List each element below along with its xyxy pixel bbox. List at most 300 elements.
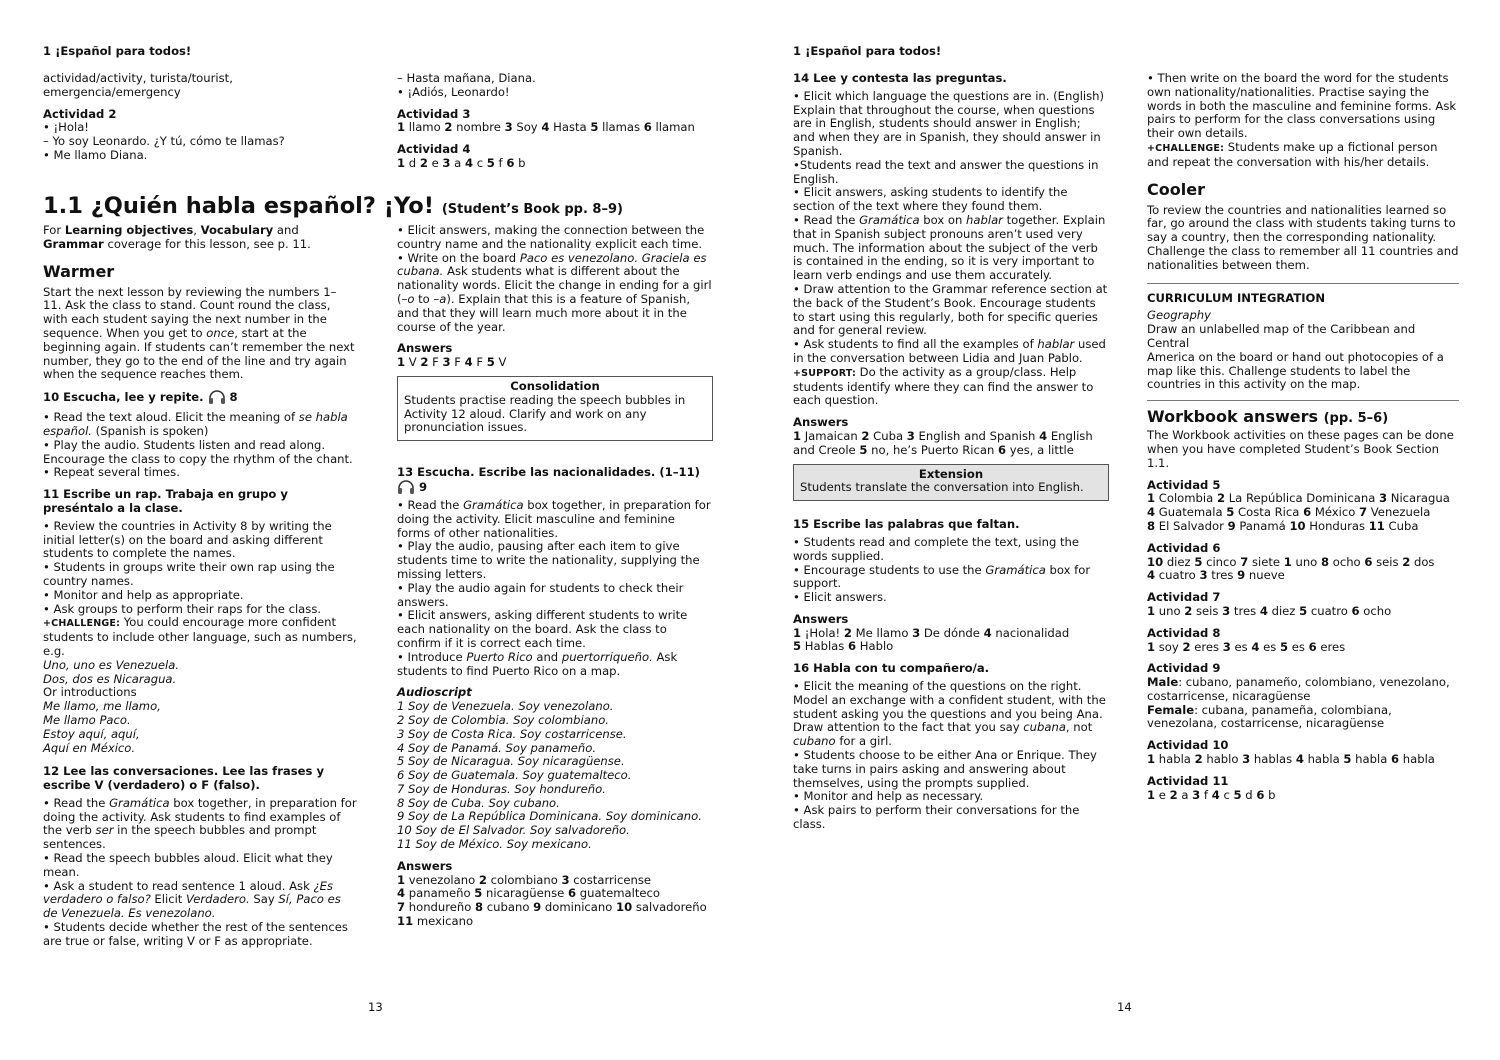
answers-line: [793, 430, 1113, 444]
answer-number: 4: [464, 155, 474, 170]
text-line: 6 Soy de Guatemala. Soy guatemalteco.: [397, 768, 632, 783]
block: [397, 441, 715, 466]
text: box on: [919, 212, 967, 227]
text: [397, 252, 715, 266]
rap-line: Me llamo, me llamo,: [43, 699, 161, 714]
answer-number: 7: [397, 900, 406, 915]
text: in the speech bubbles and prompt: [113, 823, 317, 838]
answer-text: Panamá: [1235, 518, 1290, 533]
text: se habla: [298, 410, 348, 425]
text-line: • Ask pairs to perform their conversations for the: [793, 803, 1080, 818]
text: español.: [43, 423, 92, 438]
text: : cubano, panameño, colombiano, venezolano,: [1178, 675, 1450, 690]
answer-text: no, he’s Puerto Rican: [867, 442, 998, 457]
answer-text: eres: [1316, 639, 1346, 654]
text: and repeat the conversation with his/her details.: [1147, 154, 1430, 169]
text: [793, 721, 1113, 735]
headphones-icon[interactable]: [397, 480, 415, 495]
answer-number: 4: [1259, 603, 1268, 618]
answer-text: F: [450, 355, 465, 370]
answer-number: 4: [397, 886, 406, 901]
dialogue-line: • ¡Adiós, Leonardo!: [397, 84, 510, 99]
ex11-line: country names.: [43, 573, 134, 588]
actividad-4-answers: [397, 157, 717, 171]
lesson-title-ref: (Student’s Book pp. 8–9): [441, 202, 623, 217]
text-line: the back of the Student’s Book. Encourage students: [793, 295, 1096, 310]
answer-number: 3: [442, 355, 451, 370]
text: +SUPPORT:: [793, 367, 856, 379]
answer-number: 1: [397, 155, 406, 170]
text-line: much. The information about the subject of the verb: [793, 240, 1098, 255]
block: [793, 90, 1113, 214]
text-line: nationalities between them.: [1147, 257, 1310, 272]
text-line: •Students read the text and answer the questions in: [793, 157, 1099, 172]
answer-text: llamo: [405, 120, 445, 135]
lesson-title-text: 1.1 ¿Quién habla español? ¡Yo!: [43, 193, 434, 219]
warmer-heading: Warmer: [43, 261, 115, 281]
block: [1147, 273, 1459, 283]
answer-text: es: [1259, 639, 1280, 654]
text: , start at the: [234, 325, 307, 340]
text-line: far, go around the class with students taking turns to: [1147, 216, 1456, 231]
answers-line: [1147, 753, 1459, 767]
answer-number: 7: [1359, 505, 1368, 520]
text: • Introduce: [397, 649, 467, 664]
text: Say: [249, 892, 279, 907]
text: Do the activity as a group/class. Help: [855, 364, 1077, 379]
page-number-left: 13: [368, 1000, 383, 1014]
text-line: To review the countries and nationalities learned so: [1147, 202, 1447, 217]
warmer-line: with each student saying the next number in the: [43, 312, 327, 327]
answer-text: F: [428, 355, 443, 370]
ex15-heading: 15 Escribe las palabras que faltan.: [793, 517, 1020, 532]
text-line: take turns in pairs asking and answering about: [793, 761, 1066, 776]
answer-number: 4: [1211, 787, 1220, 802]
answer-number: 3: [1192, 787, 1201, 802]
text: Sí, Paco es: [278, 892, 341, 907]
answer-text: b: [514, 155, 526, 170]
answer-text: c: [1219, 787, 1234, 802]
ex12-line: [43, 893, 363, 907]
answer-text: Venezuela: [1367, 505, 1431, 520]
answer-text: e: [1155, 787, 1170, 802]
cooler-heading: Cooler: [1147, 179, 1205, 199]
text: words supplied.: [793, 548, 884, 563]
right-page-column-2: [1147, 72, 1459, 802]
answer-number: 9: [1227, 518, 1236, 533]
ex11-line: • Review the countries in Activity 8 by writing the: [43, 518, 332, 533]
block: [1147, 170, 1459, 180]
text-line: and when they are in Spanish, they should answer in: [793, 130, 1101, 145]
answer-number: 11: [1368, 518, 1385, 533]
answer-number: 1: [397, 872, 406, 887]
answer-text: La República Dominicana: [1225, 491, 1380, 506]
ex12-heading: 12 Lee las conversaciones. Lee las frases y: [43, 764, 325, 779]
text-line: 7 Soy de Honduras. Soy hondureño.: [397, 781, 606, 796]
answers-line: [397, 887, 715, 901]
text: (–: [397, 291, 408, 306]
text-line: • Then write on the board the word for the students: [1147, 71, 1449, 85]
text: [397, 651, 715, 665]
text-line: 5 Soy de Nicaragua. Soy nicaragüense.: [397, 754, 625, 769]
answer-text: f: [494, 155, 507, 170]
answer-number: 8: [1147, 518, 1156, 533]
text-line: Explain that throughout the course, when questions: [793, 102, 1095, 117]
text-line: map like this. Challenge students to label the: [1147, 363, 1411, 378]
answer-number: 2: [1216, 491, 1226, 506]
answer-text: hablas: [1250, 752, 1296, 767]
rap-line: Dos, dos es Nicaragua.: [43, 671, 177, 686]
answer-number: 6: [1364, 554, 1373, 569]
intro-line-2: [43, 238, 363, 252]
ex12-line: • Students decide whether the rest of the sentences: [43, 920, 348, 935]
vocab-line: emergencia/emergency: [43, 84, 181, 99]
text: ,: [193, 223, 201, 237]
text: • Read the: [397, 497, 464, 512]
answer-text: Hablas: [801, 639, 848, 654]
answer-number: 2: [478, 872, 487, 887]
actividad-7-heading: Actividad 7: [1147, 590, 1221, 605]
text: [793, 366, 1113, 381]
answer-number: 6: [1303, 505, 1312, 520]
answer-number: 2: [444, 120, 453, 135]
answer-text: dos: [1410, 554, 1435, 569]
running-head-left: 1 ¡Español para todos!: [43, 44, 192, 58]
text-line: 1 Soy de Venezuela. Soy venezolano.: [397, 699, 614, 714]
actividad-10-heading: Actividad 10: [1147, 738, 1229, 753]
answers-line: [793, 640, 1113, 654]
text: Ask: [652, 649, 678, 664]
text: used: [1074, 337, 1106, 352]
ex10-heading: [43, 390, 363, 405]
answer-text: b: [1264, 787, 1276, 802]
ex12-line: sentences.: [43, 837, 106, 852]
answer-number: 1: [397, 120, 406, 135]
answers-line: [1147, 641, 1459, 655]
text: [1147, 704, 1459, 718]
text: a: [439, 291, 447, 306]
answer-number: 3: [442, 155, 451, 170]
text: • Elicit answers.: [793, 590, 887, 605]
block: [1147, 204, 1459, 273]
text: country name and the nationality explicit each time.: [397, 236, 703, 251]
answer-text: nacionalidad: [991, 625, 1070, 640]
ex12-line: [43, 907, 363, 921]
answers-line: [1147, 605, 1459, 619]
answer-number: 1: [1147, 603, 1156, 618]
answer-number: 5: [1299, 603, 1308, 618]
text: • Encourage students to use the: [793, 562, 986, 577]
text-line: words in both the masculine and feminine forms. Ask: [1147, 98, 1457, 113]
ex10-line: • Play the audio. Students listen and read along.: [43, 437, 326, 452]
ex12-heading: escribe V (verdadero) o F (falso).: [43, 778, 260, 793]
text: You could encourage more confident: [120, 615, 337, 630]
ex11-line: • Students in groups write their own rap using the: [43, 560, 335, 575]
challenge-line: students to include other language, such as numbers,: [43, 630, 357, 645]
answer-text: venezolano: [405, 872, 479, 887]
text: Learning objectives: [64, 223, 194, 237]
answers-heading: Answers: [793, 415, 849, 430]
ex12-line: [43, 797, 363, 811]
text-line: • Elicit which language the questions are in. (English): [793, 88, 1105, 103]
text-line: 4 Soy de Panamá. Soy panameño.: [397, 740, 597, 755]
answer-number: 6: [848, 639, 857, 654]
text: missing letters.: [397, 566, 487, 581]
ex11-heading: 11 Escribe un rap. Trabaja en grupo y: [43, 487, 288, 502]
top-column-left: [43, 72, 373, 163]
text: • Play the audio again for students to check their: [397, 580, 684, 595]
headphones-icon[interactable]: [208, 390, 226, 405]
text-line: • Elicit answers, asking students to identify the: [793, 185, 1068, 200]
answer-text: ocho: [1329, 554, 1365, 569]
answer-text: panameño: [405, 886, 475, 901]
answer-text: e: [427, 155, 443, 170]
answer-text: f: [1200, 787, 1212, 802]
answer-text: seis: [1192, 603, 1223, 618]
answer-number: 3: [1379, 491, 1388, 506]
answer-number: 3: [561, 872, 570, 887]
actividad-8-heading: Actividad 8: [1147, 625, 1221, 640]
answers-line: [397, 874, 715, 888]
text: • Elicit answers, asking different students to write: [397, 608, 688, 623]
answer-number: 1: [1283, 554, 1292, 569]
challenge-line: e.g.: [43, 643, 65, 658]
text: verdadero o falso?: [43, 892, 151, 907]
answer-text: nicaragüense: [482, 886, 568, 901]
ex11-line: • Monitor and help as appropriate.: [43, 587, 244, 602]
actividad-9-heading: Actividad 9: [1147, 661, 1221, 676]
text-line: to start using this regularly, both for specific queries: [793, 309, 1098, 324]
actividad-6-heading: Actividad 6: [1147, 540, 1221, 555]
text: cubana.: [397, 264, 444, 279]
answer-text: tres: [1207, 568, 1238, 583]
challenge-line: [43, 616, 363, 631]
answer-text: habla: [1351, 752, 1391, 767]
answers-heading: Answers: [397, 341, 453, 356]
answer-text: Hasta: [549, 120, 591, 135]
text: +CHALLENGE:: [43, 618, 121, 630]
answer-number: 4: [1251, 639, 1260, 654]
answer-text: cubano: [483, 900, 534, 915]
answers-line: [1147, 789, 1459, 803]
text: ). Explain that this is a feature of Spanish,: [446, 291, 691, 306]
answers-line: [859, 443, 1073, 457]
answer-text: nombre: [452, 120, 505, 135]
answer-number: 8: [1320, 554, 1330, 569]
answer-number: 3: [1242, 752, 1251, 767]
top-column-right: [397, 72, 717, 171]
text: box for: [1045, 562, 1091, 577]
curriculum-heading: CURRICULUM INTEGRATION: [1147, 290, 1326, 305]
text: • Students read and complete the text, using the: [793, 534, 1080, 549]
text-line: Challenge the class to remember all 11 countries and: [1147, 243, 1459, 258]
ex12-line: mean.: [43, 864, 80, 879]
ex10-line: [43, 425, 363, 439]
answer-number: 5: [1279, 639, 1289, 654]
answer-number: 5: [486, 155, 495, 170]
answer-text: Cuba: [1384, 518, 1419, 533]
block: [793, 228, 1113, 338]
answer-number: 2: [1402, 554, 1411, 569]
text: [1147, 676, 1459, 690]
text-line: 10 Soy de El Salvador. Soy salvadoreño.: [397, 823, 630, 838]
rap-line: Uno, uno es Venezuela.: [43, 657, 180, 672]
text: students time to write the nationality, supplying the: [397, 553, 700, 568]
text: answers.: [397, 594, 449, 609]
ex13-track: [397, 480, 715, 495]
ex12-line: • Read the speech bubbles aloud. Elicit what they: [43, 851, 333, 866]
answer-text: cuatro: [1307, 603, 1352, 618]
text: Vocabulary: [200, 223, 274, 237]
text-line: 9 Soy de La República Dominicana. Soy dominicano.: [397, 809, 702, 824]
answer-text: De dónde: [920, 625, 984, 640]
dialogue-line: – Hasta mañana, Diana.: [397, 71, 536, 85]
text: Verdadero.: [186, 892, 250, 907]
text: each question.: [793, 393, 879, 408]
answer-number: 5: [474, 886, 483, 901]
text-line: • Monitor and help as necessary.: [793, 789, 984, 804]
actividad-3-heading: Actividad 3: [397, 106, 471, 121]
actividad-3-answers: [397, 121, 717, 135]
text-line: America on the board or hand out photocopies of a: [1147, 349, 1444, 364]
answer-text: hablo: [1202, 752, 1243, 767]
answer-text: nueve: [1245, 568, 1285, 583]
answer-number: 1: [1147, 639, 1156, 654]
dialogue-line: – Yo soy Leonardo. ¿Y tú, cómo te llamas?: [43, 134, 285, 149]
block: [793, 749, 1113, 832]
text: Draw attention to the fact that you say: [793, 720, 1024, 735]
consolidation-title: Consolidation: [510, 378, 600, 393]
answer-text: salvadoreño: [632, 900, 707, 915]
text-line: that in Spanish subject pronouns aren’t used very: [793, 226, 1083, 241]
text-line: class.: [793, 817, 826, 832]
text: Workbook answers: [1147, 407, 1319, 427]
text-line: student asking you the questions and you being Ana.: [793, 706, 1103, 721]
rap-line: Me llamo Paco.: [43, 712, 131, 727]
text: • Play the audio, pausing after each item to give: [397, 539, 680, 554]
text: students identify where they can find the answer to: [793, 379, 1094, 394]
answer-text: Colombia: [1155, 491, 1217, 506]
answer-number: 5: [1233, 787, 1242, 802]
text: Gramática: [109, 795, 170, 810]
ex10-line: [43, 411, 363, 425]
answer-text: dominicano: [541, 900, 617, 915]
text: coverage for this lesson, see p. 11.: [103, 236, 311, 251]
answer-text: V: [494, 355, 507, 370]
ex10-line: • Repeat several times.: [43, 465, 180, 480]
answer-text: tres: [1230, 603, 1260, 618]
ex11-line: • Ask groups to perform their raps for the class.: [43, 601, 322, 616]
text-line: • Students choose to be either Ana or Enrique. They: [793, 748, 1097, 763]
dialogue-line: • Me llamo Diana.: [43, 147, 148, 162]
text: Grammar: [43, 236, 104, 251]
text: • Read the: [793, 212, 860, 227]
answer-number: 5: [1226, 505, 1235, 520]
answer-number: 4: [541, 120, 550, 135]
answer-number: 3: [912, 625, 921, 640]
text-line: Draw an unlabelled map of the Caribbean and Central: [1147, 322, 1416, 350]
block: [793, 501, 1113, 518]
answer-number: 3: [1222, 639, 1231, 654]
answer-number: 3: [1222, 603, 1231, 618]
answer-number: 6: [1308, 639, 1317, 654]
text: Students practise reading the speech bubbles in: [404, 392, 686, 407]
text: [397, 293, 715, 307]
text: [793, 564, 1113, 578]
text: hablar: [966, 212, 1003, 227]
answer-number: 2: [1169, 787, 1178, 802]
text-line: when you have completed Student’s Book Section: [1147, 441, 1439, 456]
answers-line: [397, 915, 715, 929]
text: the verb: [43, 823, 96, 838]
answer-text: El Salvador: [1155, 518, 1228, 533]
answer-text: Honduras: [1305, 518, 1369, 533]
text: , not: [1065, 720, 1093, 735]
answer-number: 1: [793, 428, 802, 443]
audioscript-heading: Audioscript: [397, 685, 472, 700]
answer-text: Costa Rica: [1234, 505, 1304, 520]
answer-text: English and Spanish: [914, 428, 1040, 443]
answer-text: Cuba: [869, 428, 907, 443]
curriculum-subject: Geography: [1147, 308, 1212, 323]
answer-number: 6: [567, 886, 577, 901]
answer-number: 4: [1039, 428, 1048, 443]
ex10-line: Encourage the class to copy the rhythm of the chant.: [43, 451, 353, 466]
text: [793, 338, 1113, 352]
text: : cubana, panameña, colombiana,: [1194, 702, 1392, 717]
block: [1147, 323, 1459, 392]
intro-line-1: [43, 224, 363, 238]
answer-text: seis: [1372, 554, 1403, 569]
text: and that they will learn much more about it in the: [397, 305, 687, 320]
running-head-right: 1 ¡Español para todos!: [793, 44, 942, 58]
text-line: 3 Soy de Costa Rica. Soy costarricense.: [397, 726, 627, 741]
block: [1147, 72, 1459, 141]
text: Paco es venezolano. Graciela es: [519, 250, 707, 265]
text-line: section of the text where they found them.: [793, 199, 1043, 214]
text: cubano: [793, 734, 836, 749]
answer-text: cinco: [1202, 554, 1241, 569]
right-page-column-1: [793, 72, 1113, 832]
answer-number: 5: [590, 120, 599, 135]
text-line: their own details.: [1147, 126, 1248, 141]
text: and: [532, 649, 562, 664]
answer-number: 4: [464, 355, 473, 370]
text: For: [43, 223, 65, 237]
actividad-5-heading: Actividad 5: [1147, 477, 1221, 492]
ex11-line: initial letter(s) on the board and asking different: [43, 532, 323, 547]
answer-text: ¡Hola!: [801, 625, 844, 640]
answer-number: 1: [793, 625, 802, 640]
answer-text: colombiano: [486, 872, 562, 887]
warmer-line: number, they go to the end of the line and try again: [43, 353, 347, 368]
text: Gramática: [463, 497, 524, 512]
answer-number: 2: [419, 155, 428, 170]
answer-text: English: [1047, 428, 1093, 443]
answer-text: c: [473, 155, 487, 170]
text: forms of other nationalities.: [397, 525, 559, 540]
answer-number: 3: [504, 120, 513, 135]
answer-text: es: [1230, 639, 1252, 654]
text: de Venezuela. Es venezolano.: [43, 906, 216, 921]
answer-number: 6: [506, 155, 515, 170]
answer-number: 6: [1256, 787, 1265, 802]
text: • Elicit answers, making the connection between the: [397, 223, 705, 237]
text: • Ask a student to read sentence 1 aloud. Ask: [43, 878, 314, 893]
answer-text: costarricense: [569, 872, 652, 887]
text-line: Model an exchange with a confident student, with the: [793, 692, 1106, 707]
left-page-column-1: [43, 224, 363, 949]
